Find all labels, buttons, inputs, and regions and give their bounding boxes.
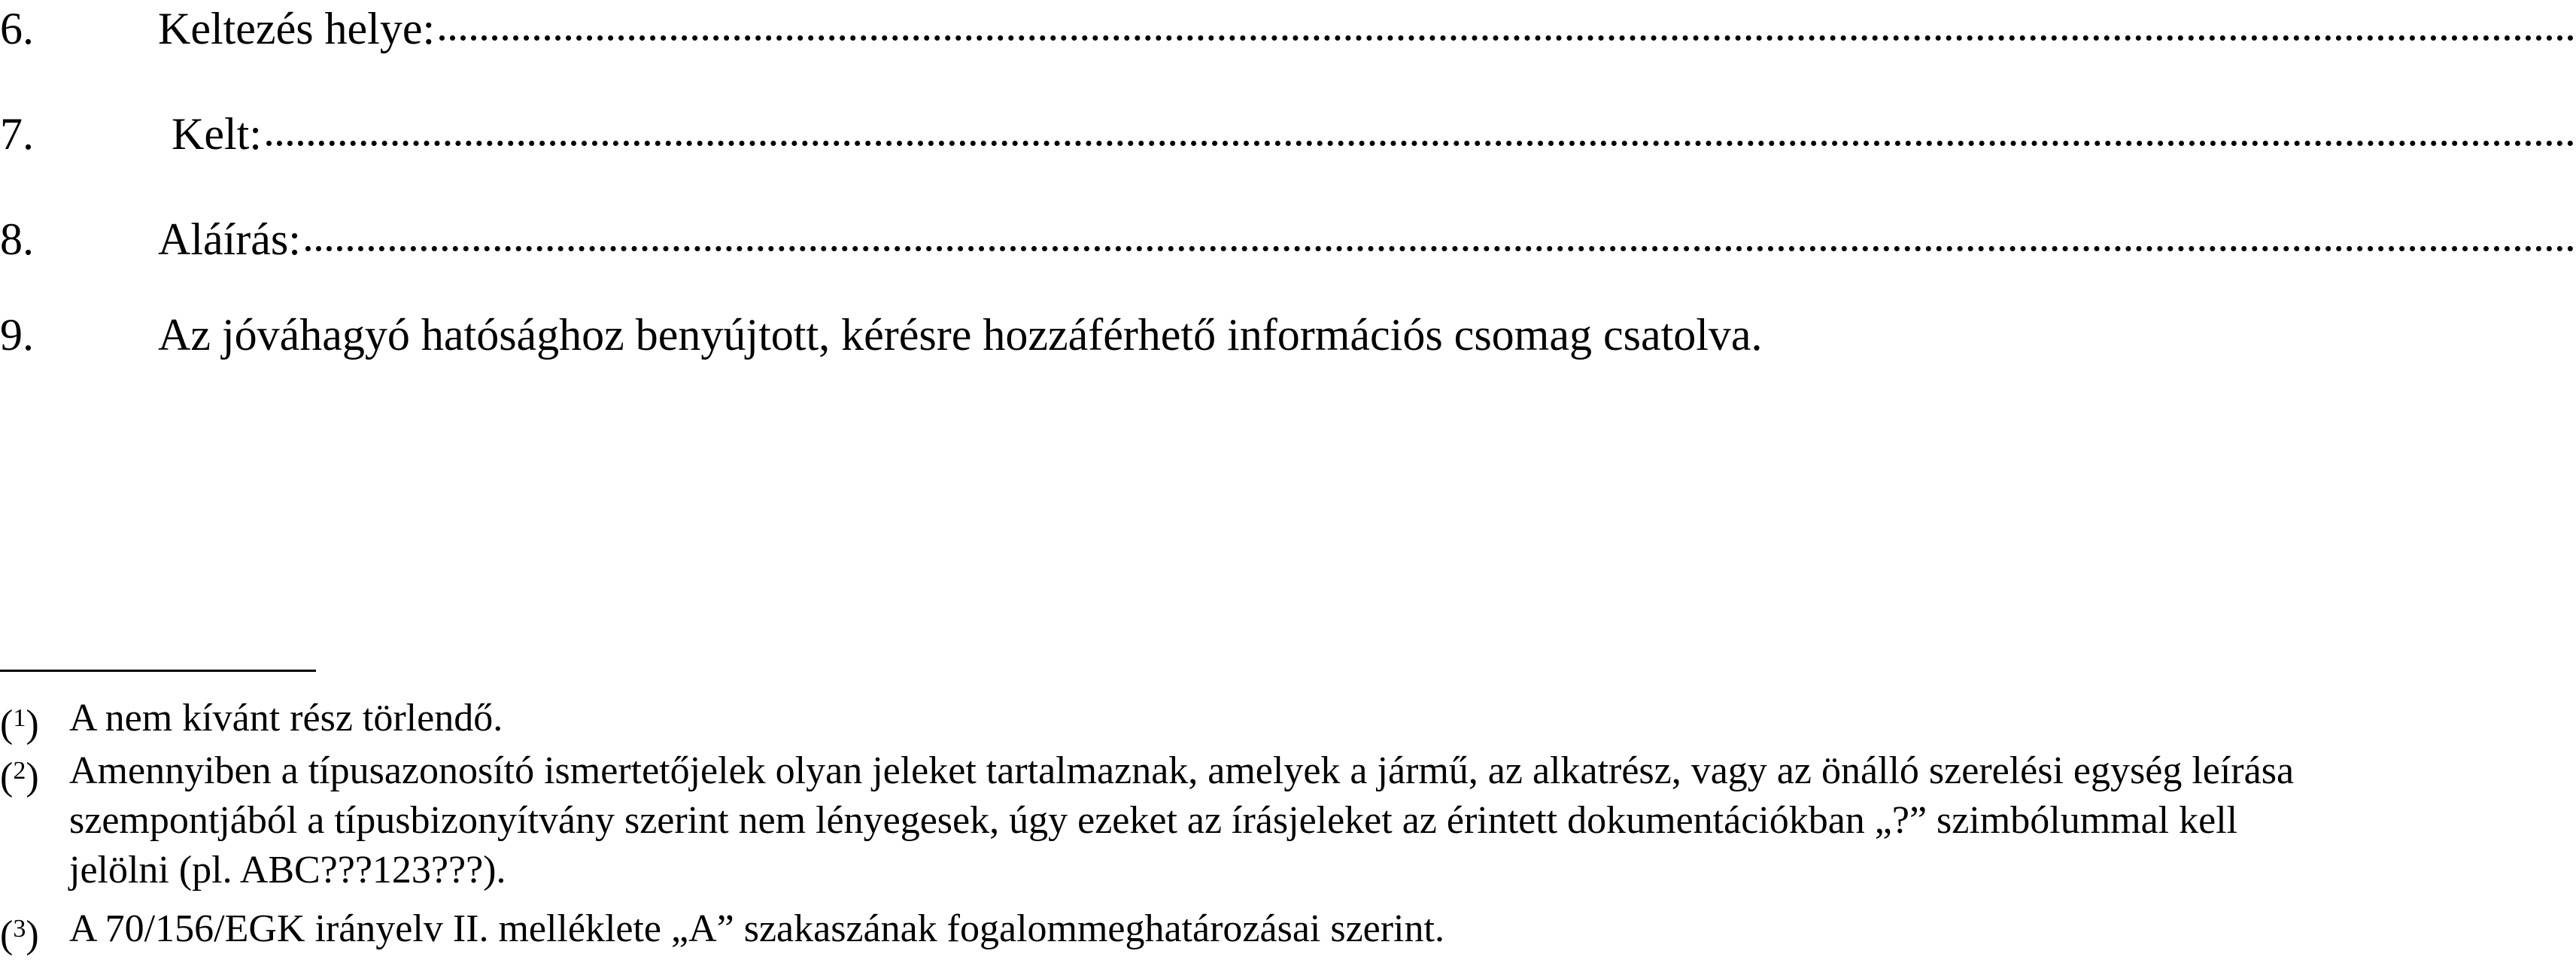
item-label: Keltezés helye:	[158, 4, 436, 53]
signature-field[interactable]	[158, 209, 2576, 269]
dotted-fill-line	[305, 246, 2574, 251]
footnote-marker: ($^2$)	[0, 755, 39, 798]
item-statement	[158, 305, 2576, 365]
dotted-fill-line	[439, 35, 2574, 41]
item-label: Kelt:	[172, 109, 262, 159]
footnote-body	[69, 904, 2576, 954]
place-of-dating-field[interactable]	[158, 0, 2576, 59]
footnote-separator	[0, 670, 316, 672]
item-6	[0, 0, 2576, 59]
item-7	[0, 104, 2576, 164]
item-number: 6.	[0, 4, 34, 53]
footnote-line: szempontjából a típusbizonyítvány szerint nem lényegesek, úgy ezeket az írásjeleket az érintett dokumentációkban „?” szimbólummal kell	[69, 799, 2238, 842]
item-number: 7.	[0, 109, 34, 159]
item-8	[0, 209, 2576, 269]
item-9	[0, 305, 2576, 365]
item-label: Aláírás:	[158, 214, 301, 264]
item-text: Az jóváhagyó hatósághoz benyújtott, kérésre hozzáférhető információs csomag csatolva.	[158, 310, 1763, 360]
dotted-fill-line	[266, 141, 2574, 146]
footnote-line: Amennyiben a típusazonosító ismertetőjelek olyan jeleket tartalmaznak, amelyek a jármű, az alkatrész, vagy az önálló szerelési egység leírása	[69, 749, 2295, 792]
item-number: 8.	[0, 214, 34, 264]
footnote-body	[69, 694, 2576, 743]
footnote-line: A nem kívánt rész törlendő.	[69, 697, 503, 740]
footnote-line: A 70/156/EGK irányelv II. melléklete „A” szakaszának fogalommeghatározásai szerint.	[69, 907, 1444, 950]
footnote-marker: ($^1$)	[0, 703, 39, 746]
footnote-body	[69, 746, 2576, 895]
date-field[interactable]	[172, 104, 2576, 164]
footnote-line: jelölni (pl. ABC???123???).	[69, 849, 506, 892]
footnote-marker: ($^3$)	[0, 913, 39, 956]
item-number: 9.	[0, 310, 34, 360]
